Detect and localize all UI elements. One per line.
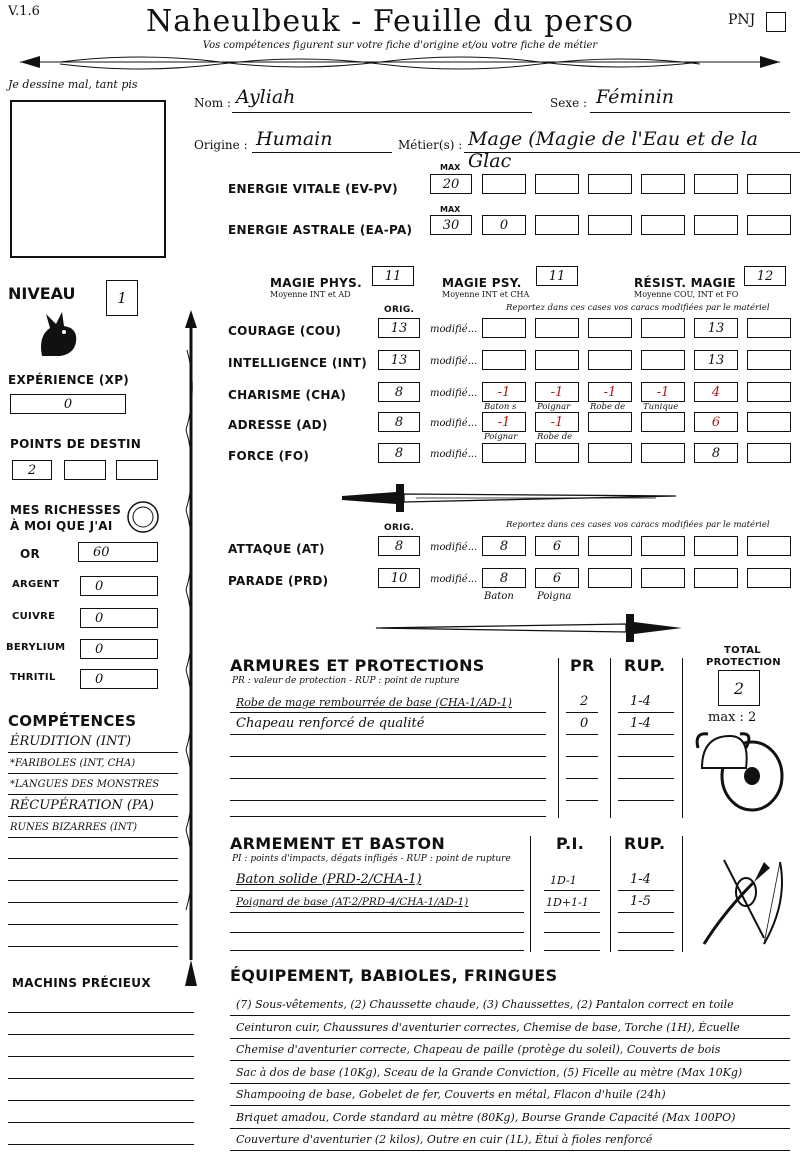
arme-rup-2[interactable]: 1-5 — [630, 894, 651, 909]
niveau-value[interactable]: 1 — [106, 280, 138, 316]
carac-cell[interactable] — [641, 350, 685, 370]
equipement-line[interactable]: Sac à dos de base (10Kg), Sceau de la Grande Conviction, (5) Ficelle au mètre (Max 10Kg) — [236, 1065, 743, 1079]
competences-title: COMPÉTENCES — [8, 712, 137, 730]
magie-phys-note: Moyenne INT et AD — [270, 290, 351, 299]
combat-orig-label: ORIG. — [384, 523, 415, 533]
sword-icon — [336, 478, 686, 518]
argent-label: ARGENT — [12, 579, 60, 590]
armures-subtitle: PR : valeur de protection - RUP : point de rupture — [232, 676, 460, 686]
or-value[interactable]: 60 — [78, 542, 158, 562]
berylium-label: BERYLIUM — [6, 642, 66, 653]
nom-label: Nom : — [194, 96, 231, 110]
berylium-value[interactable]: 0 — [80, 639, 158, 659]
combat-cell[interactable]: 6 — [535, 536, 579, 556]
combat-cell[interactable] — [641, 536, 685, 556]
ev-cell-5[interactable] — [694, 174, 738, 194]
carac-modifie-label: modifié... — [430, 356, 478, 367]
equipement-line[interactable]: Couverture d'aventurier (2 kilos), Outre en cuir (1L), Étui à fioles renforcé — [236, 1133, 653, 1146]
equipement-underline — [230, 1105, 790, 1106]
equipement-underline — [230, 1038, 790, 1039]
arme-line — [618, 950, 674, 951]
resist-magie-label: RÉSIST. MAGIE — [634, 276, 736, 290]
armure-rup-1[interactable]: 1-4 — [630, 694, 651, 709]
carac-cell[interactable] — [747, 443, 791, 463]
armement-title: ARMEMENT ET BASTON — [230, 834, 446, 853]
equipement-underline — [230, 1150, 790, 1151]
armure-line — [618, 712, 674, 713]
sexe-field[interactable]: Féminin — [596, 86, 675, 108]
arme-line — [544, 912, 600, 913]
carac-cell[interactable] — [588, 318, 632, 338]
ea-max-label: MAX — [440, 205, 461, 214]
carac-cell-note: Robe de — [537, 432, 573, 442]
armement-divider — [530, 836, 531, 952]
arme-line — [230, 932, 524, 933]
armement-divider — [682, 836, 683, 952]
ea-cell-4[interactable] — [641, 215, 685, 235]
carac-label: ADRESSE (AD) — [228, 418, 328, 432]
combat-cell[interactable] — [588, 536, 632, 556]
carac-cell[interactable] — [535, 443, 579, 463]
armure-line — [566, 778, 598, 779]
equipement-underline — [230, 1060, 790, 1061]
armure-line — [618, 800, 674, 801]
carac-cell[interactable] — [641, 318, 685, 338]
carac-cell[interactable] — [588, 412, 632, 432]
machins-line — [8, 1122, 194, 1123]
carac-cell-note: Baton s — [484, 402, 517, 412]
arme-line — [230, 950, 524, 951]
carac-cell[interactable]: -1 — [588, 382, 632, 402]
arme-line — [544, 932, 600, 933]
ea-cell-3[interactable] — [588, 215, 632, 235]
carac-cell[interactable]: 8 — [694, 443, 738, 463]
armement-divider — [610, 836, 611, 952]
or-label: OR — [20, 547, 41, 561]
carac-cell[interactable]: 4 — [694, 382, 738, 402]
xp-value[interactable]: 0 — [10, 394, 126, 414]
nom-field[interactable]: Ayliah — [236, 86, 296, 108]
pnj-checkbox[interactable] — [766, 12, 786, 32]
ev-label: ENERGIE VITALE (EV-PV) — [228, 182, 398, 196]
sword-icon — [372, 608, 688, 648]
armure-line — [230, 756, 546, 757]
magie-phys-label: MAGIE PHYS. — [270, 276, 362, 290]
combat-cell[interactable]: 6 — [535, 568, 579, 588]
total-protection-value[interactable]: 2 — [718, 670, 760, 706]
carac-label: COURAGE (COU) — [228, 324, 342, 338]
equipement-title: ÉQUIPEMENT, BABIOLES, FRINGUES — [230, 966, 558, 985]
competence-line — [8, 902, 178, 903]
ea-cell-6[interactable] — [747, 215, 791, 235]
page-title: Naheulbeuk - Feuille du perso — [146, 4, 634, 39]
combat-cell[interactable] — [747, 536, 791, 556]
combat-cell[interactable] — [694, 536, 738, 556]
combat-note-2: Poigna — [537, 591, 572, 602]
carac-cell-note: Poignar — [484, 432, 518, 442]
metier-field[interactable]: Mage (Magie de l'Eau et de la Glac — [468, 128, 758, 172]
page-subtitle: Vos compétences figurent sur votre fiche d'origine et/ou votre fiche de métier — [202, 40, 598, 51]
ea-label: ENERGIE ASTRALE (EA-PA) — [228, 223, 413, 237]
ev-cell-3[interactable] — [588, 174, 632, 194]
carac-orig-value[interactable]: 13 — [378, 318, 420, 338]
carac-label: CHARISME (CHA) — [228, 388, 347, 402]
ev-max-label: MAX — [440, 163, 461, 172]
thritil-value[interactable]: 0 — [80, 669, 158, 689]
machins-line — [8, 1100, 194, 1101]
armure-line — [618, 734, 674, 735]
competence-line — [8, 924, 178, 925]
carac-modifie-label: modifié... — [430, 388, 478, 399]
weapons-icon — [694, 852, 790, 952]
combat-modifie-label: modifié... — [430, 542, 478, 553]
equipement-line[interactable]: Chemise d'aventurier correcte, Chapeau de paille (protège du soleil), Couverts de bois — [236, 1043, 721, 1056]
combat-cell[interactable]: 8 — [482, 568, 526, 588]
combat-cell[interactable]: 8 — [482, 536, 526, 556]
machins-line — [8, 1034, 194, 1035]
carac-orig-value[interactable]: 13 — [378, 350, 420, 370]
arme-line — [618, 932, 674, 933]
armement-col-rup: RUP. — [624, 834, 666, 853]
carac-cell[interactable]: -1 — [482, 412, 526, 432]
combat-cell[interactable] — [588, 568, 632, 588]
armures-divider — [610, 658, 611, 818]
arme-line — [230, 890, 524, 891]
equipement-line[interactable]: Shampooing de base, Gobelet de fer, Couverts en métal, Flacon d'huile (24h) — [236, 1088, 666, 1101]
magie-psy-note: Moyenne INT et CHA — [442, 290, 530, 299]
magie-phys-value[interactable]: 11 — [372, 266, 414, 286]
equipement-line[interactable]: (7) Sous-vêtements, (2) Chaussette chaude, (3) Chaussettes, (2) Pantalon correct en toile — [236, 998, 734, 1011]
armement-col-pi: P.I. — [556, 834, 585, 853]
armure-line — [618, 756, 674, 757]
machins-line — [8, 1144, 194, 1145]
carac-cell[interactable] — [747, 318, 791, 338]
combat-note-1: Baton — [484, 591, 514, 602]
version-label: V.1.6 — [8, 4, 40, 19]
armures-divider — [558, 658, 559, 818]
cuivre-value[interactable]: 0 — [80, 608, 158, 628]
armure-line — [230, 800, 546, 801]
carac-cell[interactable] — [482, 318, 526, 338]
armure-line — [230, 712, 546, 713]
header-ornament-icon — [0, 52, 800, 74]
magie-psy-value[interactable]: 11 — [536, 266, 578, 286]
origine-underline — [252, 152, 392, 153]
combat-cell[interactable] — [641, 568, 685, 588]
competence-line — [8, 946, 178, 947]
richesses-label-2: À MOI QUE J'AI — [10, 519, 113, 533]
magie-psy-label: MAGIE PSY. — [442, 276, 522, 290]
competence-line — [8, 880, 178, 881]
carac-modifie-label: modifié... — [430, 418, 478, 429]
carac-cell[interactable] — [641, 443, 685, 463]
armure-line — [230, 778, 546, 779]
machins-title: MACHINS PRÉCIEUX — [12, 976, 151, 990]
armure-line — [230, 816, 546, 817]
armure-name-1[interactable]: Robe de mage rembourrée de base (CHA-1/AD-1) — [236, 696, 512, 709]
machins-line — [8, 1012, 194, 1013]
armure-line — [230, 734, 546, 735]
ev-cell-1[interactable] — [482, 174, 526, 194]
xp-label: EXPÉRIENCE (XP) — [8, 373, 130, 387]
combat-cell[interactable] — [747, 568, 791, 588]
competence-line — [8, 752, 178, 753]
arme-line — [544, 950, 600, 951]
ev-cell-6[interactable] — [747, 174, 791, 194]
arme-line — [230, 912, 524, 913]
thritil-label: THRITIL — [10, 672, 56, 683]
competence-5[interactable]: RUNES BIZARRES (INT) — [10, 822, 138, 833]
combat-modifie-label: modifié... — [430, 574, 478, 585]
carac-cell[interactable] — [588, 350, 632, 370]
competence-line — [8, 858, 178, 859]
arme-pi-1[interactable]: 1D-1 — [550, 874, 577, 887]
argent-value[interactable]: 0 — [80, 576, 158, 596]
carac-cell-note: Robe de — [590, 402, 626, 412]
metier-underline — [464, 152, 800, 153]
carac-label: FORCE (FO) — [228, 449, 310, 463]
combat-orig-value[interactable]: 10 — [378, 568, 420, 588]
armures-divider — [682, 658, 683, 818]
destin-cell-3[interactable] — [116, 460, 158, 480]
carac-cell-note: Tunique — [643, 402, 679, 412]
niveau-label: NIVEAU — [8, 284, 76, 303]
arme-pi-2[interactable]: 1D+1-1 — [546, 896, 589, 909]
equipement-underline — [230, 1083, 790, 1084]
arme-name-1[interactable]: Baton solide (PRD-2/CHA-1) — [236, 872, 422, 887]
competence-4[interactable]: RÉCUPÉRATION (PA) — [10, 798, 154, 813]
destin-label: POINTS DE DESTIN — [10, 437, 142, 451]
equipement-underline — [230, 1015, 790, 1016]
carac-orig-value[interactable]: 8 — [378, 412, 420, 432]
combat-orig-value[interactable]: 8 — [378, 536, 420, 556]
equipement-line[interactable]: Briquet amadou, Corde standard au mètre (80Kg), Bourse Grande Capacité (Max 100PO) — [236, 1110, 736, 1124]
carac-cell[interactable] — [482, 350, 526, 370]
equipement-line[interactable]: Ceinturon cuir, Chaussures d'aventurier correctes, Chemise de base, Torche (1H), Écuelle — [236, 1020, 740, 1034]
carac-cell[interactable] — [641, 412, 685, 432]
combat-note: Reportez dans ces cases vos caracs modifiées par le matériel — [506, 520, 770, 530]
carac-cell[interactable] — [535, 318, 579, 338]
competence-line — [8, 837, 178, 838]
cuivre-label: CUIVRE — [12, 611, 56, 622]
ev-max-value[interactable]: 20 — [430, 174, 472, 194]
combat-label: PARADE (PRD) — [228, 574, 329, 588]
sexe-underline — [590, 112, 790, 113]
carac-modifie-label: modifié... — [430, 324, 478, 335]
carac-cell[interactable]: -1 — [482, 382, 526, 402]
caracs-note: Reportez dans ces cases vos caracs modifiées par le matériel — [506, 303, 770, 313]
origine-field[interactable]: Humain — [256, 128, 333, 150]
armures-title: ARMURES ET PROTECTIONS — [230, 656, 485, 675]
armement-subtitle: PI : points d'impacts, dégats infligés - RUP : point de rupture — [232, 854, 511, 864]
caracs-orig-label: ORIG. — [384, 305, 415, 315]
armure-name-2[interactable]: Chapeau renforcé de qualité — [236, 716, 425, 731]
armure-line — [566, 800, 598, 801]
carac-cell[interactable] — [747, 382, 791, 402]
carac-cell[interactable] — [588, 443, 632, 463]
coin-icon — [126, 500, 160, 534]
armures-col-rup: RUP. — [624, 656, 666, 675]
carac-cell[interactable]: 6 — [694, 412, 738, 432]
competence-2[interactable]: *FARIBOLES (INT, CHA) — [10, 758, 136, 769]
ea-cell-2[interactable] — [535, 215, 579, 235]
machins-line — [8, 1078, 194, 1079]
carac-cell[interactable]: -1 — [535, 412, 579, 432]
armure-rup-2[interactable]: 1-4 — [630, 716, 651, 731]
destin-cell-1[interactable]: 2 — [12, 460, 52, 480]
equipement-underline — [230, 1128, 790, 1129]
carac-cell[interactable]: -1 — [641, 382, 685, 402]
carac-cell[interactable] — [747, 412, 791, 432]
ea-cell-5[interactable] — [694, 215, 738, 235]
carac-cell[interactable]: -1 — [535, 382, 579, 402]
combat-cell[interactable] — [694, 568, 738, 588]
portrait-caption: Je dessine mal, tant pis — [8, 78, 138, 91]
ea-max-value[interactable]: 30 — [430, 215, 472, 235]
carac-orig-value[interactable]: 8 — [378, 443, 420, 463]
competence-line — [8, 794, 178, 795]
machins-line — [8, 1056, 194, 1057]
armure-line — [566, 756, 598, 757]
richesses-label-1: MES RICHESSES — [10, 503, 122, 517]
armure-line — [566, 734, 598, 735]
carac-cell[interactable] — [482, 443, 526, 463]
competence-3[interactable]: *LANGUES DES MONSTRES — [10, 779, 160, 790]
total-protection-label-2: PROTECTION — [706, 657, 781, 668]
dragon-icon — [34, 306, 84, 360]
armure-pr-1[interactable]: 2 — [580, 694, 589, 709]
pnj-label: PNJ — [728, 12, 756, 28]
ea-cell-1[interactable]: 0 — [482, 215, 526, 235]
origine-label: Origine : — [194, 138, 248, 152]
total-protection-max: max : 2 — [708, 710, 757, 725]
carac-orig-value[interactable]: 8 — [378, 382, 420, 402]
shield-helmet-icon — [694, 728, 790, 814]
armure-pr-2[interactable]: 0 — [580, 716, 589, 731]
competence-1[interactable]: ÉRUDITION (INT) — [10, 734, 132, 749]
resist-magie-note: Moyenne COU, INT et FO — [634, 290, 739, 299]
ev-cell-4[interactable] — [641, 174, 685, 194]
combat-label: ATTAQUE (AT) — [228, 542, 325, 556]
competence-line — [8, 773, 178, 774]
sexe-label: Sexe : — [550, 96, 588, 110]
destin-cell-2[interactable] — [64, 460, 106, 480]
metier-label: Métier(s) : — [398, 138, 463, 152]
arme-line — [544, 890, 600, 891]
portrait-box[interactable] — [10, 100, 166, 258]
armure-line — [566, 712, 598, 713]
arme-rup-1[interactable]: 1-4 — [630, 872, 651, 887]
carac-label: INTELLIGENCE (INT) — [228, 356, 367, 370]
arme-name-2[interactable]: Poignard de base (AT-2/PRD-4/CHA-1/AD-1) — [236, 896, 469, 908]
total-protection-label-1: TOTAL — [724, 645, 761, 656]
resist-magie-value[interactable]: 12 — [744, 266, 786, 286]
armure-line — [618, 778, 674, 779]
competence-line — [8, 816, 178, 817]
nom-underline — [232, 112, 532, 113]
ev-cell-2[interactable] — [535, 174, 579, 194]
arme-line — [618, 890, 674, 891]
carac-modifie-label: modifié... — [430, 449, 478, 460]
carac-cell[interactable] — [535, 350, 579, 370]
carac-cell[interactable] — [747, 350, 791, 370]
staff-icon — [176, 310, 206, 990]
carac-cell[interactable]: 13 — [694, 350, 738, 370]
armures-col-pr: PR — [570, 656, 595, 675]
carac-cell-note: Poignar — [537, 402, 571, 412]
arme-line — [618, 912, 674, 913]
carac-cell[interactable]: 13 — [694, 318, 738, 338]
